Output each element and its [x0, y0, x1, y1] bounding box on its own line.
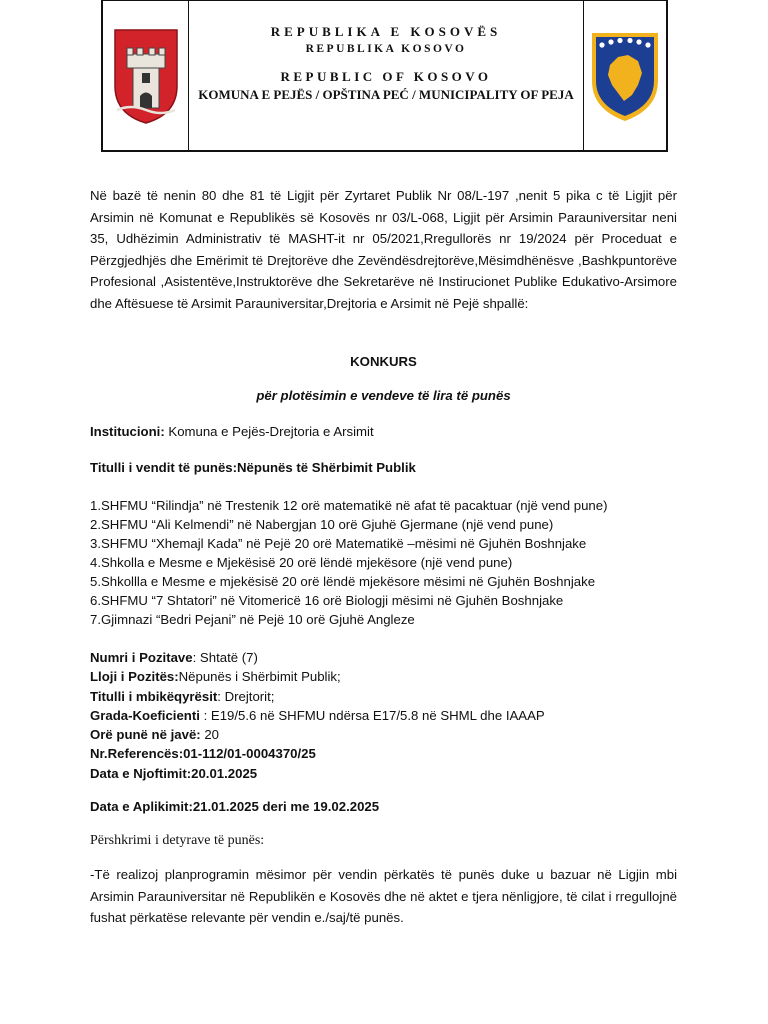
duties-heading-block: [90, 830, 677, 852]
list-item: 3.SHFMU “Xhemajl Kada” në Pejë 20 orë Matematikë –mësimi në Gjuhën Boshnjake: [90, 536, 587, 551]
application-date: Data e Aplikimit:21.01.2025 deri me 19.02.2025: [90, 799, 380, 814]
hours-label: Orë punë në javë:: [90, 727, 201, 743]
header-line-3: REPUBLIC OF KOSOVO: [280, 69, 492, 84]
job-title-line: [90, 457, 677, 479]
peja-coat-of-arms-icon: [111, 26, 181, 126]
konkurs-title-block: [90, 351, 677, 373]
hours-value: 20: [200, 727, 220, 743]
positions-count-line: [90, 648, 677, 667]
institution-line: [90, 421, 677, 443]
list-item: 6.SHFMU “7 Shtatori” në Vitomericë 16 orë Biologji mësimi në Gjuhën Boshnjake: [90, 593, 564, 608]
institution-value: Komuna e Pejës-Drejtoria e Arsimit: [164, 424, 374, 439]
duties-text-block: [90, 864, 677, 929]
document-body: [90, 185, 677, 314]
notice-date: Data e Njoftimit:20.01.2025: [90, 765, 258, 781]
job-title-value: Nëpunës të Shërbimit Publik: [237, 460, 416, 475]
list-item: 1.SHFMU “Rilindja” në Trestenik 12 orë matematikë në afat të pacaktuar (një vend pune): [90, 498, 608, 513]
positions-list: [90, 496, 677, 629]
supervisor-value: : Drejtorit;: [217, 688, 275, 704]
header-line-4: KOMUNA E PEJËS / OPŠTINA PEĆ / MUNICIPALITY OF PEJA: [198, 87, 574, 102]
application-date-line: [90, 796, 677, 818]
grade-value: : E19/5.6 në SHFMU ndërsa E17/5.8 në SHML dhe IAAAP: [199, 707, 545, 723]
details-block: [90, 648, 677, 783]
position-type-label: Lloji i Pozitës:: [90, 669, 179, 685]
notice-date-line: [90, 764, 677, 783]
intro-paragraph: Në bazë të nenin 80 dhe 81 të Ligjit për Zyrtaret Publik Nr 08/L-197 ,nenit 5 pika c të Ligjit për Arsimin në Komunat e Republikës së Kosovës nr 03/L-068, Ligjit për Arsimin Parauniversitar neni 35, Udhëzimin Administrativ të MASHT-it nr 05/2021,Rregullorës nr 19/2024 për Proceduat e Përzgjedhjës dhe Emërimit të Drejtorëve dhe Zevëndësdrejtorëve,Mësimdhënësve ,Bashkpuntorëve Profesional ,Asistentëve,Instruktorëve dhe Sekretarëve në Instirucionet Publike Edukativo-Arsimore dhe Aftësuese të Arsimit Parauniversitar,Drejtoria e Arsimit në Pejë shpallë:: [90, 188, 677, 311]
header-line-2: REPUBLIKA KOSOVO: [305, 43, 467, 55]
konkurs-title: KONKURS: [350, 354, 417, 369]
duties-paragraph: -Të realizoj planprogramin mësimor për vendin përkatës të punës duke u bazuar në Ligjin mbi Arsimin Parauniversitar në Republikën e Kosovës dhe në aktet e tjera nënligjore, të cilat i rregullojnë fushat përkatëse relevante për vendin e./saj/të punës.: [90, 867, 677, 925]
grade-line: [90, 706, 677, 725]
positions-count-value: : Shtatë (7): [192, 650, 258, 665]
konkurs-subtitle-block: [90, 385, 677, 407]
header-line-1: REPUBLIKA E KOSOVËS: [270, 24, 502, 39]
grade-label: Grada-Koeficienti: [90, 707, 200, 723]
hours-line: [90, 725, 677, 744]
letterhead-title-cell: [189, 1, 584, 150]
supervisor-line: [90, 687, 677, 706]
duties-heading: Përshkrimi i detyrave të punës:: [90, 833, 265, 848]
list-item: 7.Gjimnazi “Bedri Pejani” në Pejë 10 orë Gjuhë Angleze: [90, 612, 415, 627]
institution-label: Institucioni:: [90, 424, 165, 439]
supervisor-label: Titulli i mbikëqyrësit: [90, 688, 218, 704]
position-type-value: Nëpunës i Shërbimit Publik;: [178, 669, 341, 685]
reference-line: [90, 744, 677, 763]
letterhead: [101, 0, 668, 152]
list-item: 2.SHFMU “Ali Kelmendi” në Nabergjan 10 orë Gjuhë Gjermane (një vend pune): [90, 517, 554, 532]
positions-count-label: Numri i Pozitave: [90, 650, 193, 665]
reference-number: Nr.Referencës:01-112/01-0004370/25: [90, 746, 316, 762]
letterhead-right-cell: [584, 1, 666, 150]
konkurs-subtitle: për plotësimin e vendeve të lira të punës: [256, 388, 511, 403]
kosovo-coat-of-arms-icon: [588, 29, 662, 123]
list-item: 5.Shkollla e Mesme e mjekësisë 20 orë lëndë mjekësore mësimi në Gjuhën Boshnjake: [90, 574, 596, 589]
list-item: 4.Shkolla e Mesme e Mjekësisë 20 orë lëndë mjekësore (një vend pune): [90, 555, 513, 570]
position-type-line: [90, 667, 677, 686]
letterhead-left-cell: [103, 1, 189, 150]
job-title-label: Titulli i vendit të punës:: [90, 460, 238, 475]
